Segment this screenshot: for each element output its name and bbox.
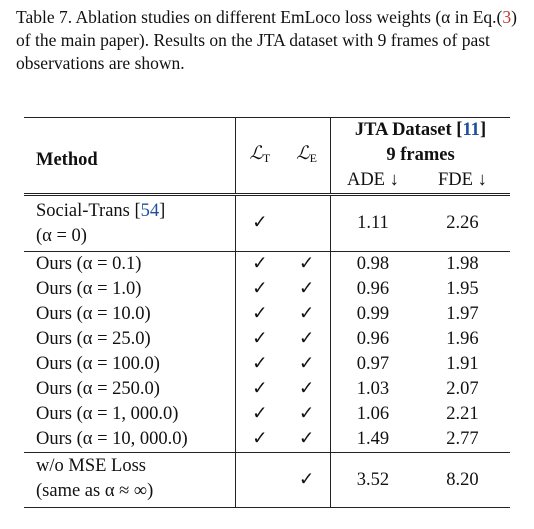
row-method: Ours (α = 10.0) <box>36 304 151 324</box>
header-method: Method <box>24 118 236 195</box>
le-symbol: ℒ <box>296 142 310 164</box>
row-fde: 1.91 <box>446 354 479 374</box>
lt-symbol: ℒ <box>249 142 263 164</box>
row-fde: 2.21 <box>446 404 479 424</box>
row-ade: 0.97 <box>331 352 415 377</box>
row-method: Ours (α = 10, 000.0) <box>36 429 188 449</box>
row-ade: 1.06 <box>331 402 415 427</box>
row-ade: 0.99 <box>331 302 415 327</box>
row-lt-check: ✓ <box>236 377 283 402</box>
row-lt-check: ✓ <box>236 252 283 278</box>
row-le-check: ✓ <box>298 379 315 399</box>
dataset-end: ] <box>479 120 487 140</box>
row-method: Ours (α = 25.0) <box>36 329 151 349</box>
row-le-check: ✓ <box>298 429 315 449</box>
dataset-ref[interactable]: 11 <box>462 120 480 140</box>
row-lt-check: ✓ <box>236 402 283 427</box>
row-le-check: ✓ <box>298 404 315 424</box>
baseline-name-end: ] <box>159 201 166 221</box>
row-le-check: ✓ <box>298 354 315 374</box>
row-ade: 0.98 <box>331 252 415 278</box>
row-lt-check: ✓ <box>236 302 283 327</box>
row-le-check: ✓ <box>298 279 315 299</box>
row-le-check: ✓ <box>298 329 315 349</box>
baseline-row <box>24 195 510 252</box>
header-fde: FDE ↓ <box>438 170 487 190</box>
baseline-lt-check: ✓ <box>236 195 283 252</box>
row-fde: 2.07 <box>446 379 479 399</box>
row-fde: 2.77 <box>446 429 479 449</box>
baseline-le-check <box>283 195 330 252</box>
ablation-table <box>24 117 510 508</box>
caption-eq-ref[interactable]: 3 <box>502 7 512 27</box>
baseline-method <box>24 195 236 252</box>
lt-subscript: T <box>262 150 271 165</box>
caption-text-1: Table 7. Ablation studies on different EmLoco loss weights (α in Eq.( <box>16 7 503 27</box>
caption-text-2: ) of the main paper). Results on the JTA dataset with 9 frames of past observations are shown. <box>16 7 517 73</box>
table-row <box>24 352 510 377</box>
row-method: Ours (α = 1.0) <box>36 279 142 299</box>
last-lt-check <box>236 453 283 508</box>
row-method: Ours (α = 1, 000.0) <box>36 404 179 424</box>
row-ade: 1.49 <box>331 427 415 453</box>
last-le-check: ✓ <box>283 453 330 508</box>
table-row <box>24 302 510 327</box>
header-frames: 9 frames <box>331 143 511 168</box>
table-caption <box>16 6 524 75</box>
row-lt-check: ✓ <box>236 277 283 302</box>
row-lt-check: ✓ <box>236 427 283 453</box>
row-method: Ours (α = 100.0) <box>36 354 160 374</box>
table-row <box>24 277 510 302</box>
baseline-fde: 2.26 <box>415 195 510 252</box>
last-fde: 8.20 <box>415 453 510 508</box>
row-method: Ours (α = 0.1) <box>24 252 236 278</box>
row-lt-check: ✓ <box>236 352 283 377</box>
baseline-ade: 1.11 <box>331 195 415 252</box>
baseline-name: Social-Trans [ <box>36 201 141 221</box>
row-le-check: ✓ <box>283 252 330 278</box>
last-line2: (same as α ≈ ∞) <box>36 481 154 501</box>
last-method <box>24 453 236 508</box>
row-fde: 1.95 <box>446 279 479 299</box>
row-fde: 1.96 <box>446 329 479 349</box>
last-row <box>24 453 510 508</box>
header-row-1 <box>24 118 510 144</box>
baseline-ref[interactable]: 54 <box>140 201 160 221</box>
table-row <box>24 377 510 402</box>
baseline-alpha: (α = 0) <box>36 226 87 246</box>
last-line1: w/o MSE Loss <box>36 456 146 476</box>
row-fde: 1.98 <box>415 252 510 278</box>
header-ade: ADE ↓ <box>331 168 415 195</box>
header-dataset <box>331 118 511 144</box>
header-lt <box>236 118 283 195</box>
table-row <box>24 327 510 352</box>
row-ade: 0.96 <box>331 277 415 302</box>
row-ade: 0.96 <box>331 327 415 352</box>
row-ade: 1.03 <box>331 377 415 402</box>
table-row <box>24 402 510 427</box>
last-ade: 3.52 <box>331 453 415 508</box>
dataset-name: JTA Dataset [ <box>354 120 463 140</box>
row-fde: 1.97 <box>446 304 479 324</box>
le-subscript: E <box>309 150 317 165</box>
table-row <box>24 252 510 278</box>
row-le-check: ✓ <box>298 304 315 324</box>
header-le <box>283 118 330 195</box>
row-lt-check: ✓ <box>236 327 283 352</box>
table-row <box>24 427 510 453</box>
row-method: Ours (α = 250.0) <box>36 379 160 399</box>
